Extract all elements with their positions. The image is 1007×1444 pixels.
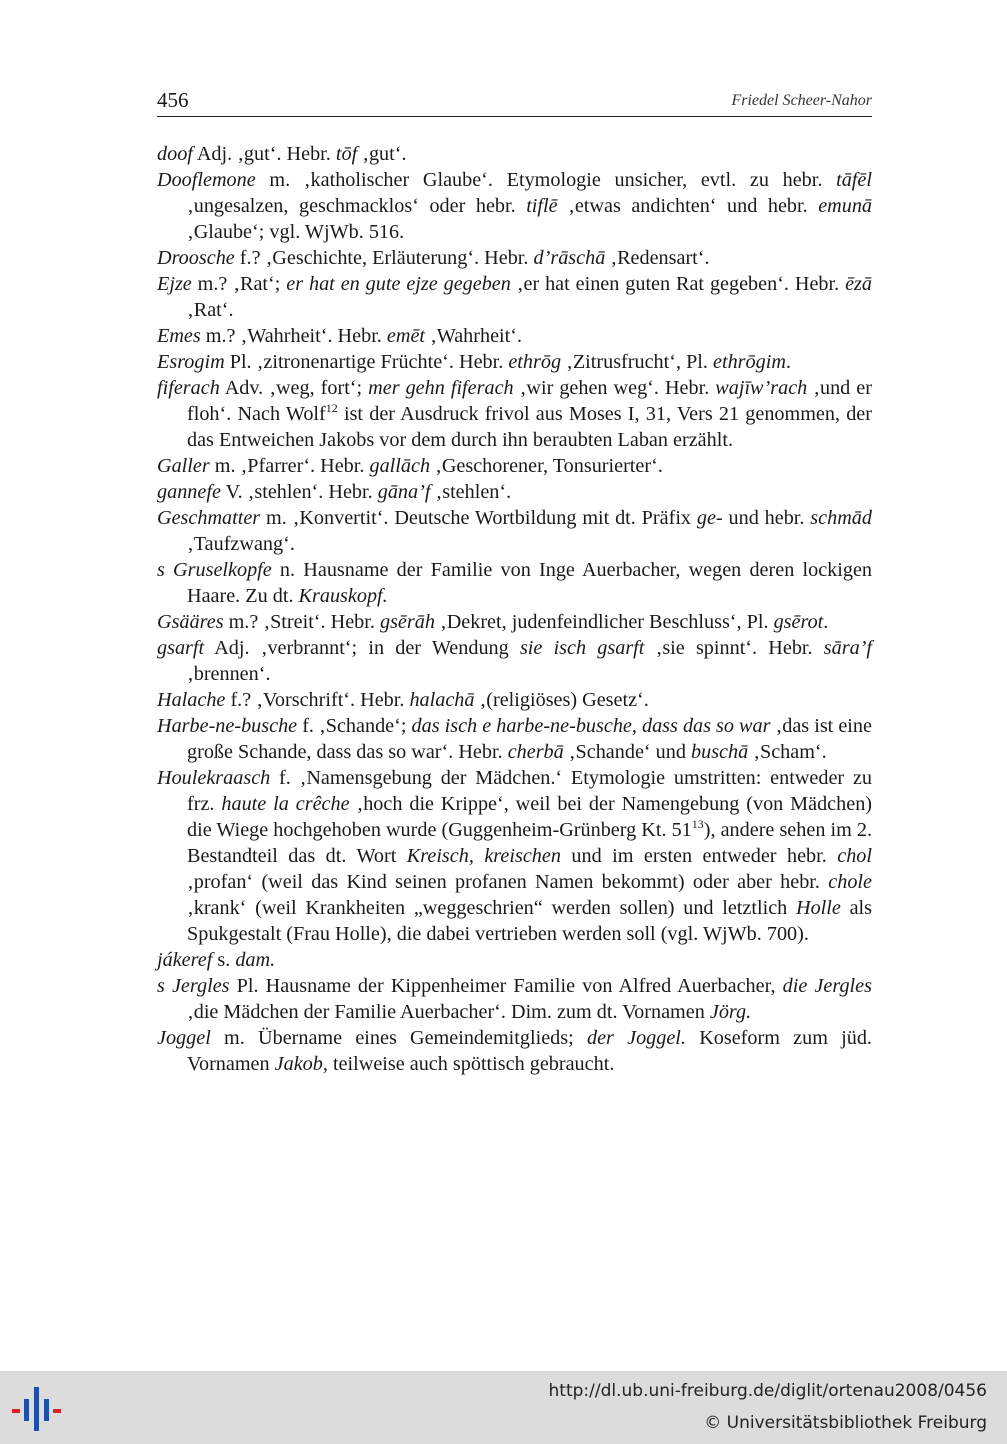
- entry-headword: Houlekraasch: [157, 767, 271, 789]
- entry-text: ‚brennen‘.: [187, 663, 271, 685]
- entry-headword: gannefe: [157, 481, 221, 503]
- entry-italic-text: das isch e harbe-ne-busche, dass das so war: [411, 715, 771, 737]
- entry-headword: Droosche: [157, 247, 235, 269]
- entry-text: ‚das ist eine große Schande, dass das so war‘. Hebr.: [187, 715, 872, 763]
- entry-text: ‚sie spinnt‘. Hebr.: [644, 637, 824, 659]
- entry-text: V. ‚stehlen‘. Hebr.: [220, 481, 378, 503]
- entry-italic-text: tiflē: [526, 195, 558, 217]
- entry-headword: Ejze: [157, 273, 192, 295]
- entry-headword: Gsääres: [157, 611, 224, 633]
- footer-bar: [0, 1371, 1007, 1444]
- entry-italic-text: ēzā: [845, 273, 872, 295]
- entry-italic-text: ge-: [696, 507, 723, 529]
- entry-text: als Spukgestalt (Frau Holle), die dabei vertrieben werden soll (vgl. WjWb. 700).: [187, 897, 872, 945]
- entry-italic-text: Jakob: [274, 1053, 323, 1075]
- entry-italic-text: sie isch gsarft: [519, 637, 645, 659]
- entry-text: m.? ‚Rat‘;: [191, 273, 287, 295]
- entry-headword: Esrogim: [157, 351, 225, 373]
- entry-text: m. ‚Konvertit‘. Deutsche Wortbildung mit dt. Präfix: [260, 507, 697, 529]
- entry-headword: Halache: [157, 689, 226, 711]
- glossary-entry: [157, 323, 872, 349]
- entry-italic-text: d’rāschā: [533, 247, 606, 269]
- entry-italic-text: der Joggel.: [586, 1027, 686, 1049]
- entry-text: Pl. Hausname der Kippenheimer Familie von Alfred Auerbacher,: [229, 975, 783, 997]
- entry-italic-text: Krauskopf.: [298, 585, 388, 607]
- glossary-entry: [157, 1025, 872, 1077]
- entry-italic-text: halachā: [409, 689, 475, 711]
- entry-text: ‚Scham‘.: [748, 741, 827, 763]
- entry-text: f. ‚Namensgebung der Mädchen.‘ Etymologie umstritten: entweder zu frz.: [187, 767, 872, 815]
- entry-italic-text: wajīw’rach: [715, 377, 808, 399]
- entry-headword: Joggel: [157, 1027, 211, 1049]
- entry-italic-text: tāfēl: [836, 169, 872, 191]
- entry-text: ‚(religiöses) Gesetz‘.: [474, 689, 649, 711]
- glossary-entry: [157, 609, 872, 635]
- glossary-entry: [157, 349, 872, 375]
- glossary-entry: [157, 765, 872, 947]
- entry-text: Adj. ‚gut‘. Hebr.: [192, 143, 336, 165]
- entry-text: m.? ‚Wahrheit‘. Hebr.: [200, 325, 387, 347]
- entry-text: m. ‚katholischer Glaube‘. Etymologie unsicher, evtl. zu hebr.: [255, 169, 837, 191]
- page-number: 456: [157, 88, 189, 112]
- entry-text: ‚hoch die Krippe‘, weil bei der Namengebung (von Mädchen) die Wiege hochgehoben wurde (Guggenheim-Grünberg Kt. 51: [187, 793, 873, 841]
- entry-text: ‚Wahrheit‘.: [425, 325, 523, 347]
- entry-text: ‚Geschorener, Tonsurierter‘.: [430, 455, 663, 477]
- entry-text: s.: [212, 949, 236, 971]
- entry-text: ‚und er floh‘. Nach Wolf: [187, 377, 872, 425]
- glossary-entry: [157, 453, 872, 479]
- entry-text: ‚er hat einen guten Rat gegeben‘. Hebr.: [510, 273, 846, 295]
- entry-italic-text: ethrōg: [508, 351, 562, 373]
- entry-text: f. ‚Schande‘;: [297, 715, 412, 737]
- glossary-entry: [157, 505, 872, 557]
- footer-url-link[interactable]: http://dl.ub.uni-freiburg.de/diglit/ortenau2008/0456: [548, 1381, 987, 1401]
- entry-text: ‚gut‘.: [357, 143, 407, 165]
- entry-italic-text: gsērot: [773, 611, 824, 633]
- entry-italic-text: die Jergles: [782, 975, 872, 997]
- entry-headword: Emes: [157, 325, 201, 347]
- entry-text: .: [785, 351, 791, 373]
- entry-italic-text: schmād: [810, 507, 872, 529]
- entry-text: f.? ‚Vorschrift‘. Hebr.: [225, 689, 410, 711]
- footer-copyright: © Universitätsbibliothek Freiburg: [704, 1413, 987, 1433]
- running-head: Friedel Scheer-Nahor: [731, 92, 872, 109]
- entry-text: ‚die Mädchen der Familie Auerbacher‘. Dim. zum dt. Vornamen: [187, 1001, 710, 1023]
- entry-text: Adj. ‚verbrannt‘; in der Wendung: [204, 637, 520, 659]
- entry-headword: Dooflemone: [157, 169, 256, 191]
- entry-italic-text: chole: [828, 871, 872, 893]
- entry-headword: s Jergles: [157, 975, 230, 997]
- entry-italic-text: Kreisch, kreischen: [406, 845, 561, 867]
- glossary-entry: [157, 375, 872, 453]
- glossary-entry: [157, 167, 872, 245]
- entry-text: ‚Glaube‘; vgl. WjWb. 516.: [187, 221, 405, 243]
- entry-text: ‚ungesalzen, geschmacklos‘ oder hebr.: [187, 195, 527, 217]
- footnote-ref: 12: [325, 401, 338, 415]
- entry-headword: s Gruselkopfe: [157, 559, 272, 581]
- entry-text: ‚Rat‘.: [187, 299, 234, 321]
- entry-text: ‚Zitrusfrucht‘, Pl.: [561, 351, 714, 373]
- entry-italic-text: emēt: [386, 325, 426, 347]
- entry-italic-text: gallāch: [369, 455, 431, 477]
- ub-freiburg-logo-icon[interactable]: [12, 1385, 62, 1431]
- entry-italic-text: chol: [837, 845, 873, 867]
- entry-text: , teilweise auch spöttisch gebraucht.: [322, 1053, 615, 1075]
- footnote-ref: 13: [691, 817, 704, 831]
- entry-text: ‚Schande‘ und: [563, 741, 692, 763]
- glossary-entries: [157, 141, 872, 1077]
- entry-text: und hebr.: [722, 507, 811, 529]
- glossary-entry: [157, 713, 872, 765]
- glossary-entry: [157, 557, 872, 609]
- entry-text: ‚Redensart‘.: [605, 247, 710, 269]
- entry-italic-text: gāna’f: [377, 481, 431, 503]
- glossary-entry: [157, 635, 872, 687]
- entry-text: f.? ‚Geschichte, Erläuterung‘. Hebr.: [234, 247, 534, 269]
- page-header: [157, 88, 872, 117]
- glossary-entry: [157, 947, 872, 973]
- entry-italic-text: emunā: [818, 195, 873, 217]
- glossary-entry: [157, 141, 872, 167]
- glossary-entry: [157, 687, 872, 713]
- entry-italic-text: buschā: [691, 741, 749, 763]
- entry-italic-text: cherbā: [507, 741, 564, 763]
- entry-italic-text: gsērāh: [379, 611, 435, 633]
- entry-text: ), andere sehen im 2. Bestandteil das dt. Wort: [187, 819, 872, 867]
- entry-headword: fiferach: [157, 377, 220, 399]
- glossary-entry: [157, 245, 872, 271]
- entry-italic-text: dam.: [235, 949, 276, 971]
- entry-italic-text: ethrōgim: [713, 351, 786, 373]
- entry-text: Adv. ‚weg, fort‘;: [219, 377, 369, 399]
- entry-italic-text: sāra’f: [823, 637, 873, 659]
- entry-italic-text: Holle: [795, 897, 841, 919]
- entry-italic-text: tōf: [335, 143, 358, 165]
- entry-text: ‚Taufzwang‘.: [187, 533, 295, 555]
- entry-headword: gsarft: [157, 637, 205, 659]
- glossary-entry: [157, 271, 872, 323]
- entry-text: n. Hausname der Familie von Inge Auerbacher, wegen deren lockigen Haare. Zu dt.: [187, 559, 873, 607]
- entry-text: ‚wir gehen weg‘. Hebr.: [513, 377, 716, 399]
- glossary-entry: [157, 479, 872, 505]
- entry-text: Pl. ‚zitronenartige Früchte‘. Hebr.: [224, 351, 509, 373]
- entry-italic-text: haute la crêche: [221, 793, 350, 815]
- entry-headword: Galler: [157, 455, 210, 477]
- entry-headword: Harbe-ne-busche: [157, 715, 298, 737]
- entry-text: ist der Ausdruck frivol aus Moses I, 31, Vers 21 genommen, der das Entweichen Jakobs vor dem durch ihn beraubten Laban erzählt.: [187, 403, 872, 451]
- entry-text: .: [823, 611, 829, 633]
- entry-text: ‚etwas andichten‘ und hebr.: [557, 195, 819, 217]
- entry-text: m.? ‚Streit‘. Hebr.: [223, 611, 380, 633]
- glossary-entry: [157, 973, 872, 1025]
- entry-headword: Geschmatter: [157, 507, 261, 529]
- entry-text: und im ersten entweder hebr.: [560, 845, 838, 867]
- entry-text: ‚krank‘ (weil Krankheiten „weggeschrien“ werden sollen) und letztlich: [187, 897, 796, 919]
- entry-text: ‚stehlen‘.: [430, 481, 512, 503]
- entry-italic-text: mer gehn fiferach: [368, 377, 514, 399]
- entry-italic-text: Jörg.: [709, 1001, 752, 1023]
- entry-text: ‚profan‘ (weil das Kind seinen profanen Namen bekommt) oder aber hebr.: [187, 871, 829, 893]
- entry-text: ‚Dekret, judenfeindlicher Beschluss‘, Pl.: [434, 611, 774, 633]
- entry-text: m. ‚Pfarrer‘. Hebr.: [209, 455, 370, 477]
- entry-italic-text: er hat en gute ejze gegeben: [286, 273, 511, 295]
- entry-headword: jákeref: [157, 949, 213, 971]
- entry-text: m. Übername eines Gemeindemitglieds;: [210, 1027, 587, 1049]
- entry-text: Koseform zum jüd. Vornamen: [187, 1027, 872, 1075]
- entry-headword: doof: [157, 143, 193, 165]
